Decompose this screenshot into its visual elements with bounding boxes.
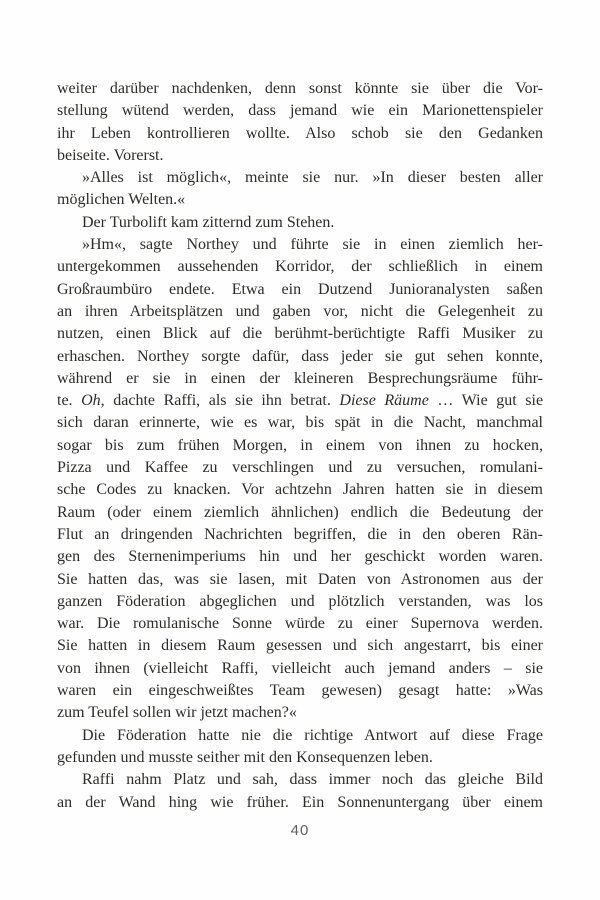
text-line: Die Föderation hatte nie die richtige Antwort auf diese Frage [82, 726, 543, 744]
text-line: möglichen Welten.« [57, 191, 186, 209]
text-line: Sie hatten das, was sie lasen, mit Daten von Astronomen aus der [57, 570, 543, 588]
text-line: an der Wand hing wie früher. Ein Sonnenuntergang über einem [57, 793, 543, 811]
text-segment: dachte Raffi, als sie ihn betrat. [104, 392, 340, 410]
text-line: von ihnen (vielleicht Raffi, vielleicht auch jemand anders – sie [57, 659, 543, 677]
text-line: »Alles ist möglich«, meinte sie nur. »In dieser besten aller [82, 169, 543, 187]
text-line: an ihren Arbeitsplätzen und gaben vor, nicht die Gelegenheit zu [57, 302, 543, 320]
text-line [57, 390, 543, 412]
page-text [57, 78, 543, 814]
text-line: Raffi nahm Platz und sah, dass immer noch das gleiche Bild [82, 771, 543, 789]
page-number: 40 [290, 822, 310, 839]
text-line: stellung wütend werden, dass jemand wie ein Marionettenspieler [57, 102, 543, 120]
text-line: beiseite. Vorerst. [57, 146, 164, 164]
text-line: nutzen, einen Blick auf die berühmt-berüchtigte Raffi Musiker zu [57, 325, 543, 343]
text-segment: te. [57, 392, 82, 410]
text-line: während er sie in einen der kleineren Besprechungsräume führ- [57, 369, 543, 387]
text-line: Sie hatten in diesem Raum gesessen und sich angestarrt, bis einer [57, 637, 543, 655]
text-line: Raum (oder einem ziemlich ähnlichen) endlich die Bedeutung der [57, 503, 543, 521]
text-line: ganzen Föderation abgeglichen und plötzlich verstanden, was los [57, 592, 543, 610]
text-line: »Hm«, sagte Northey und führte sie in einen ziemlich her- [82, 236, 543, 254]
text-line: zum Teufel sollen wir jetzt machen?« [57, 704, 297, 722]
text-line: waren ein eingeschweißtes Team gewesen) gesagt hatte: »Was [57, 682, 543, 700]
text-segment: … Wie gut sie [428, 392, 544, 410]
text-line: ihr Leben kontrollieren wollte. Also schob sie den Gedanken [57, 124, 543, 142]
text-line: gen des Sternenimperiums hin und her geschickt worden waren. [57, 548, 543, 566]
text-line: erhaschen. Northey sorgte dafür, dass jeder sie gut sehen konnte, [57, 347, 543, 365]
text-line: Der Turbolift kam zitternd zum Stehen. [82, 213, 335, 231]
text-line: untergekommen aussehenden Korridor, der schließlich in einem [57, 258, 543, 276]
text-line: war. Die romulanische Sonne würde zu einer Supernova werden. [57, 615, 543, 633]
text-line: Großraumbüro endete. Etwa ein Dutzend Junioranalysten saßen [57, 280, 543, 298]
text-line: gefunden und musste seither mit den Konsequenzen leben. [57, 748, 433, 766]
text-line: sogar bis zum frühen Morgen, in einem von ihnen zu hocken, [57, 436, 543, 454]
text-line: Flut an dringenden Nachrichten begriffen, die in den oberen Rän- [57, 525, 543, 543]
text-line: sche Codes zu knacken. Vor achtzehn Jahren hatten sie in diesem [57, 481, 543, 499]
italic-phrase: Oh, [81, 392, 105, 410]
text-line: weiter darüber nachdenken, denn sonst könnte sie über die Vor- [57, 80, 543, 97]
text-line: sich daran erinnerte, wie es war, bis spät in die Nacht, manchmal [57, 414, 543, 432]
italic-phrase: Diese Räume [339, 392, 429, 410]
text-line: Pizza und Kaffee zu verschlingen und zu versuchen, romulani- [57, 459, 543, 477]
